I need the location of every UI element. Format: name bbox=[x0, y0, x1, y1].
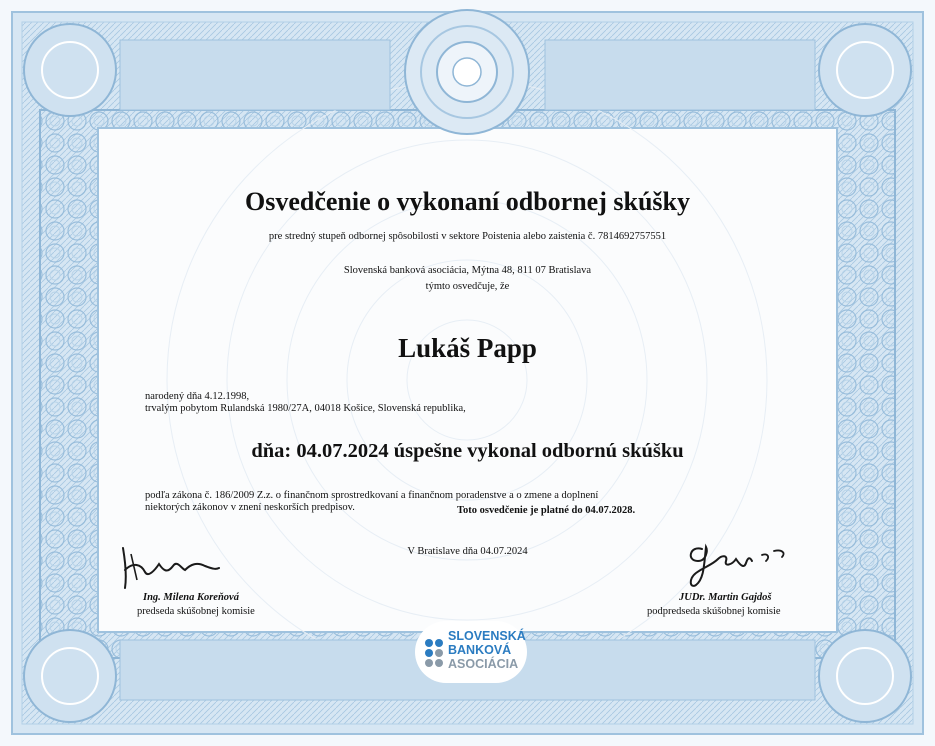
certificate-title: Osvedčenie o vykonaní odbornej skúšky bbox=[245, 187, 690, 216]
attests-line: týmto osvedčuje, že bbox=[425, 281, 510, 292]
person-name: Lukáš Papp bbox=[398, 333, 537, 363]
logo-dots-icon bbox=[423, 637, 447, 671]
exam-passed-line: dňa: 04.07.2024 úspešne vykonal odbornú skúšku bbox=[251, 440, 684, 462]
residence-line: trvalým pobytom Rulandská 1980/27A, 04018 Košice, Slovenská republika, bbox=[145, 403, 466, 414]
issuer-line: Slovenská banková asociácia, Mýtna 48, 811 07 Bratislava bbox=[343, 265, 592, 276]
place-date-line: V Bratislave dňa 04.07.2024 bbox=[407, 546, 528, 557]
left-signatory-name: Ing. Milena Koreňová bbox=[143, 592, 239, 603]
logo-line-1: SLOVENSKÁ bbox=[448, 629, 526, 643]
logo-line-2: BANKOVÁ bbox=[448, 643, 512, 657]
certificate-subtitle: pre stredný stupeň odbornej spôsobilosti v sektore Poistenia alebo zaistenia č. 7814692757551 bbox=[268, 231, 667, 242]
validity-line: Toto osvedčenie je platné do 04.07.2028. bbox=[457, 505, 636, 516]
right-signature bbox=[682, 535, 797, 590]
birth-line: narodený dňa 4.12.1998, bbox=[145, 391, 250, 402]
medallion-ornament bbox=[405, 10, 529, 134]
right-signatory-name: JUDr. Martin Gajdoš bbox=[679, 592, 772, 603]
left-signatory-role: predseda skúšobnej komisie bbox=[137, 606, 255, 617]
logo-line-3: ASOCIÁCIA bbox=[448, 657, 519, 671]
law-line-1: podľa zákona č. 186/2009 Z.z. o finančnom sprostredkovaní a finančnom poradenstve a o zmene a doplnení bbox=[145, 490, 599, 501]
left-signature bbox=[115, 540, 225, 590]
law-line-2: niektorých zákonov v znení neskorších predpisov. bbox=[145, 502, 355, 513]
right-signatory-role: podpredseda skúšobnej komisie bbox=[647, 606, 781, 617]
sba-logo bbox=[415, 621, 527, 683]
